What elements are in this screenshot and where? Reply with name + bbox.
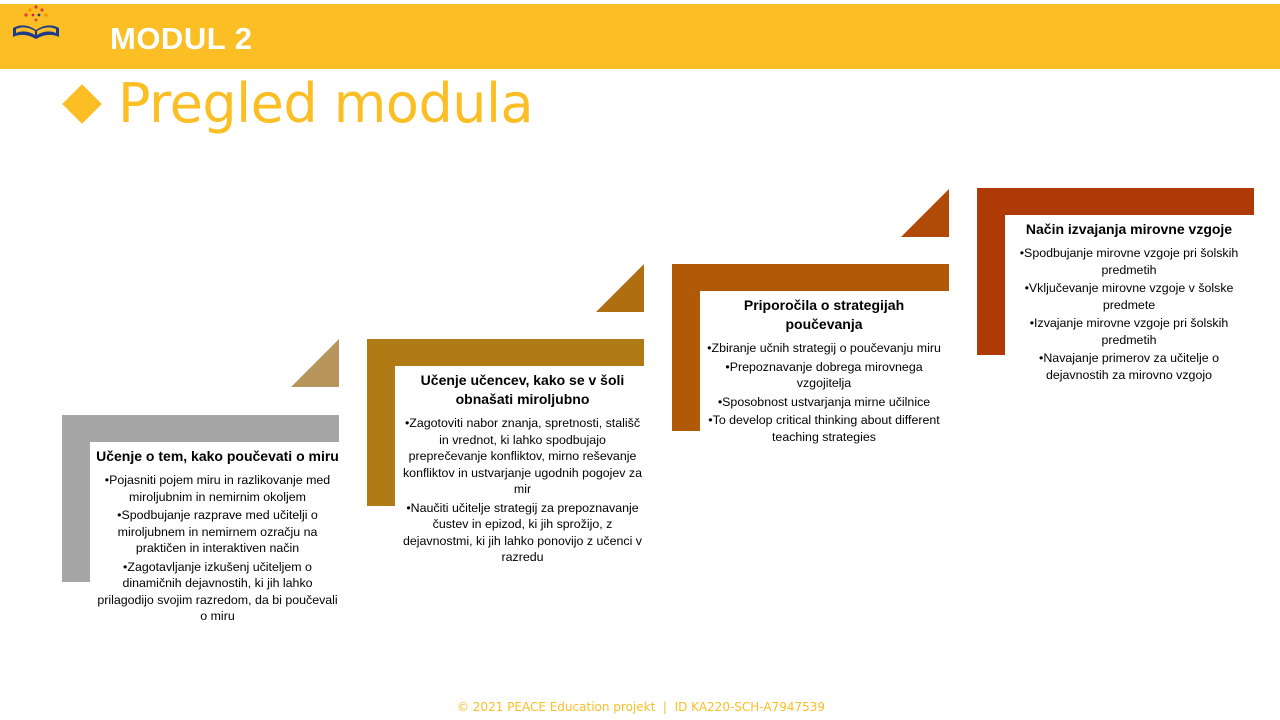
step-3-bullet: •To develop critical thinking about different teaching strategies: [708, 413, 940, 444]
step-3-heading: Priporočila o strategijah poučevanja: [743, 297, 905, 332]
step-3-bullet: •Zbiranje učnih strategij o poučevanju miru: [707, 341, 941, 355]
step-1-text: [95, 447, 340, 627]
step-4-bullet: •Vključevanje mirovne vzgoje v šolske predmete: [1024, 281, 1234, 312]
step-2-bar-top: [367, 339, 644, 366]
diamond-bullet-icon: [62, 84, 102, 124]
step-1-bullet: •Pojasniti pojem miru in razlikovanje med miroljubnim in nemirnim okoljem: [104, 473, 331, 504]
step-3-bullets: [705, 340, 943, 445]
step-2-bullet: •Naučiti učitelje strategij za prepoznavanje čustev in epizod, ki jih sprožijo, z dejavnostmi, ki jih lahko ponovijo z učenci v razredu: [403, 500, 642, 564]
step-2-bullets: [400, 415, 645, 566]
step-3-bullet: •Prepoznavanje dobrega mirovnega vzgojitelja: [725, 359, 923, 390]
step-3-arrow-icon: [901, 189, 949, 237]
step-2-bar-left: [367, 339, 395, 506]
header-bar: [0, 4, 1280, 69]
step-4-bullet: •Izvajanje mirovne vzgoje pri šolskih predmetih: [1029, 316, 1229, 347]
step-2-heading: Učenje učencev, kako se v šoli obnašati miroljubno: [420, 372, 625, 407]
step-3-bullet: •Sposobnost ustvarjanja mirne učilnice: [717, 394, 931, 409]
step-4-bullets: [1010, 245, 1248, 383]
step-2-text: [400, 371, 645, 568]
step-1-arrow-icon: [291, 339, 339, 387]
step-4-text: [1010, 220, 1248, 385]
step-3-bar-left: [672, 264, 700, 431]
step-1-bullet: •Zagotavljanje izkušenj učiteljem o dinamičnih dejavnostih, ki jih lahko prilagodijo svojim razredom, da bi poučevali o miru: [97, 559, 338, 623]
footer-copyright: © 2021 PEACE Education projekt | ID KA220-SCH-A7947539: [456, 700, 826, 714]
step-4-heading: Način izvajanja mirovne vzgoje: [1025, 221, 1233, 237]
step-1-heading: Učenje o tem, kako poučevati o miru: [96, 448, 339, 464]
step-1-bullet: •Spodbujanje razprave med učitelji o miroljubnem in nemirnem ozračju na praktičen in interaktiven način: [117, 508, 318, 555]
step-4-bullet: •Spodbujanje mirovne vzgoje pri šolskih predmetih: [1019, 246, 1239, 277]
step-1-bar-top: [62, 415, 339, 442]
step-4-bar-top: [977, 188, 1254, 215]
step-4-bar-left: [977, 188, 1005, 355]
step-1-bullets: [95, 472, 340, 625]
step-2-arrow-icon: [596, 264, 644, 312]
page-title: Pregled modula: [118, 72, 534, 135]
step-1-bar-left: [62, 415, 90, 582]
step-4-bullet: •Navajanje primerov za učitelje o dejavnostih za mirovno vzgojo: [1039, 351, 1219, 382]
step-3-bar-top: [672, 264, 949, 291]
book-logo-icon: [8, 4, 64, 44]
module-label: MODUL 2: [110, 21, 253, 56]
step-3-text: [705, 296, 943, 447]
step-2-bullet: •Zagotoviti nabor znanja, spretnosti, stališč in vrednot, ki lahko spodbujajo preprečevanje konfliktov, mirno reševanje konfliktov in ustvarjanje ugodnih pogojev za mir: [402, 416, 643, 496]
